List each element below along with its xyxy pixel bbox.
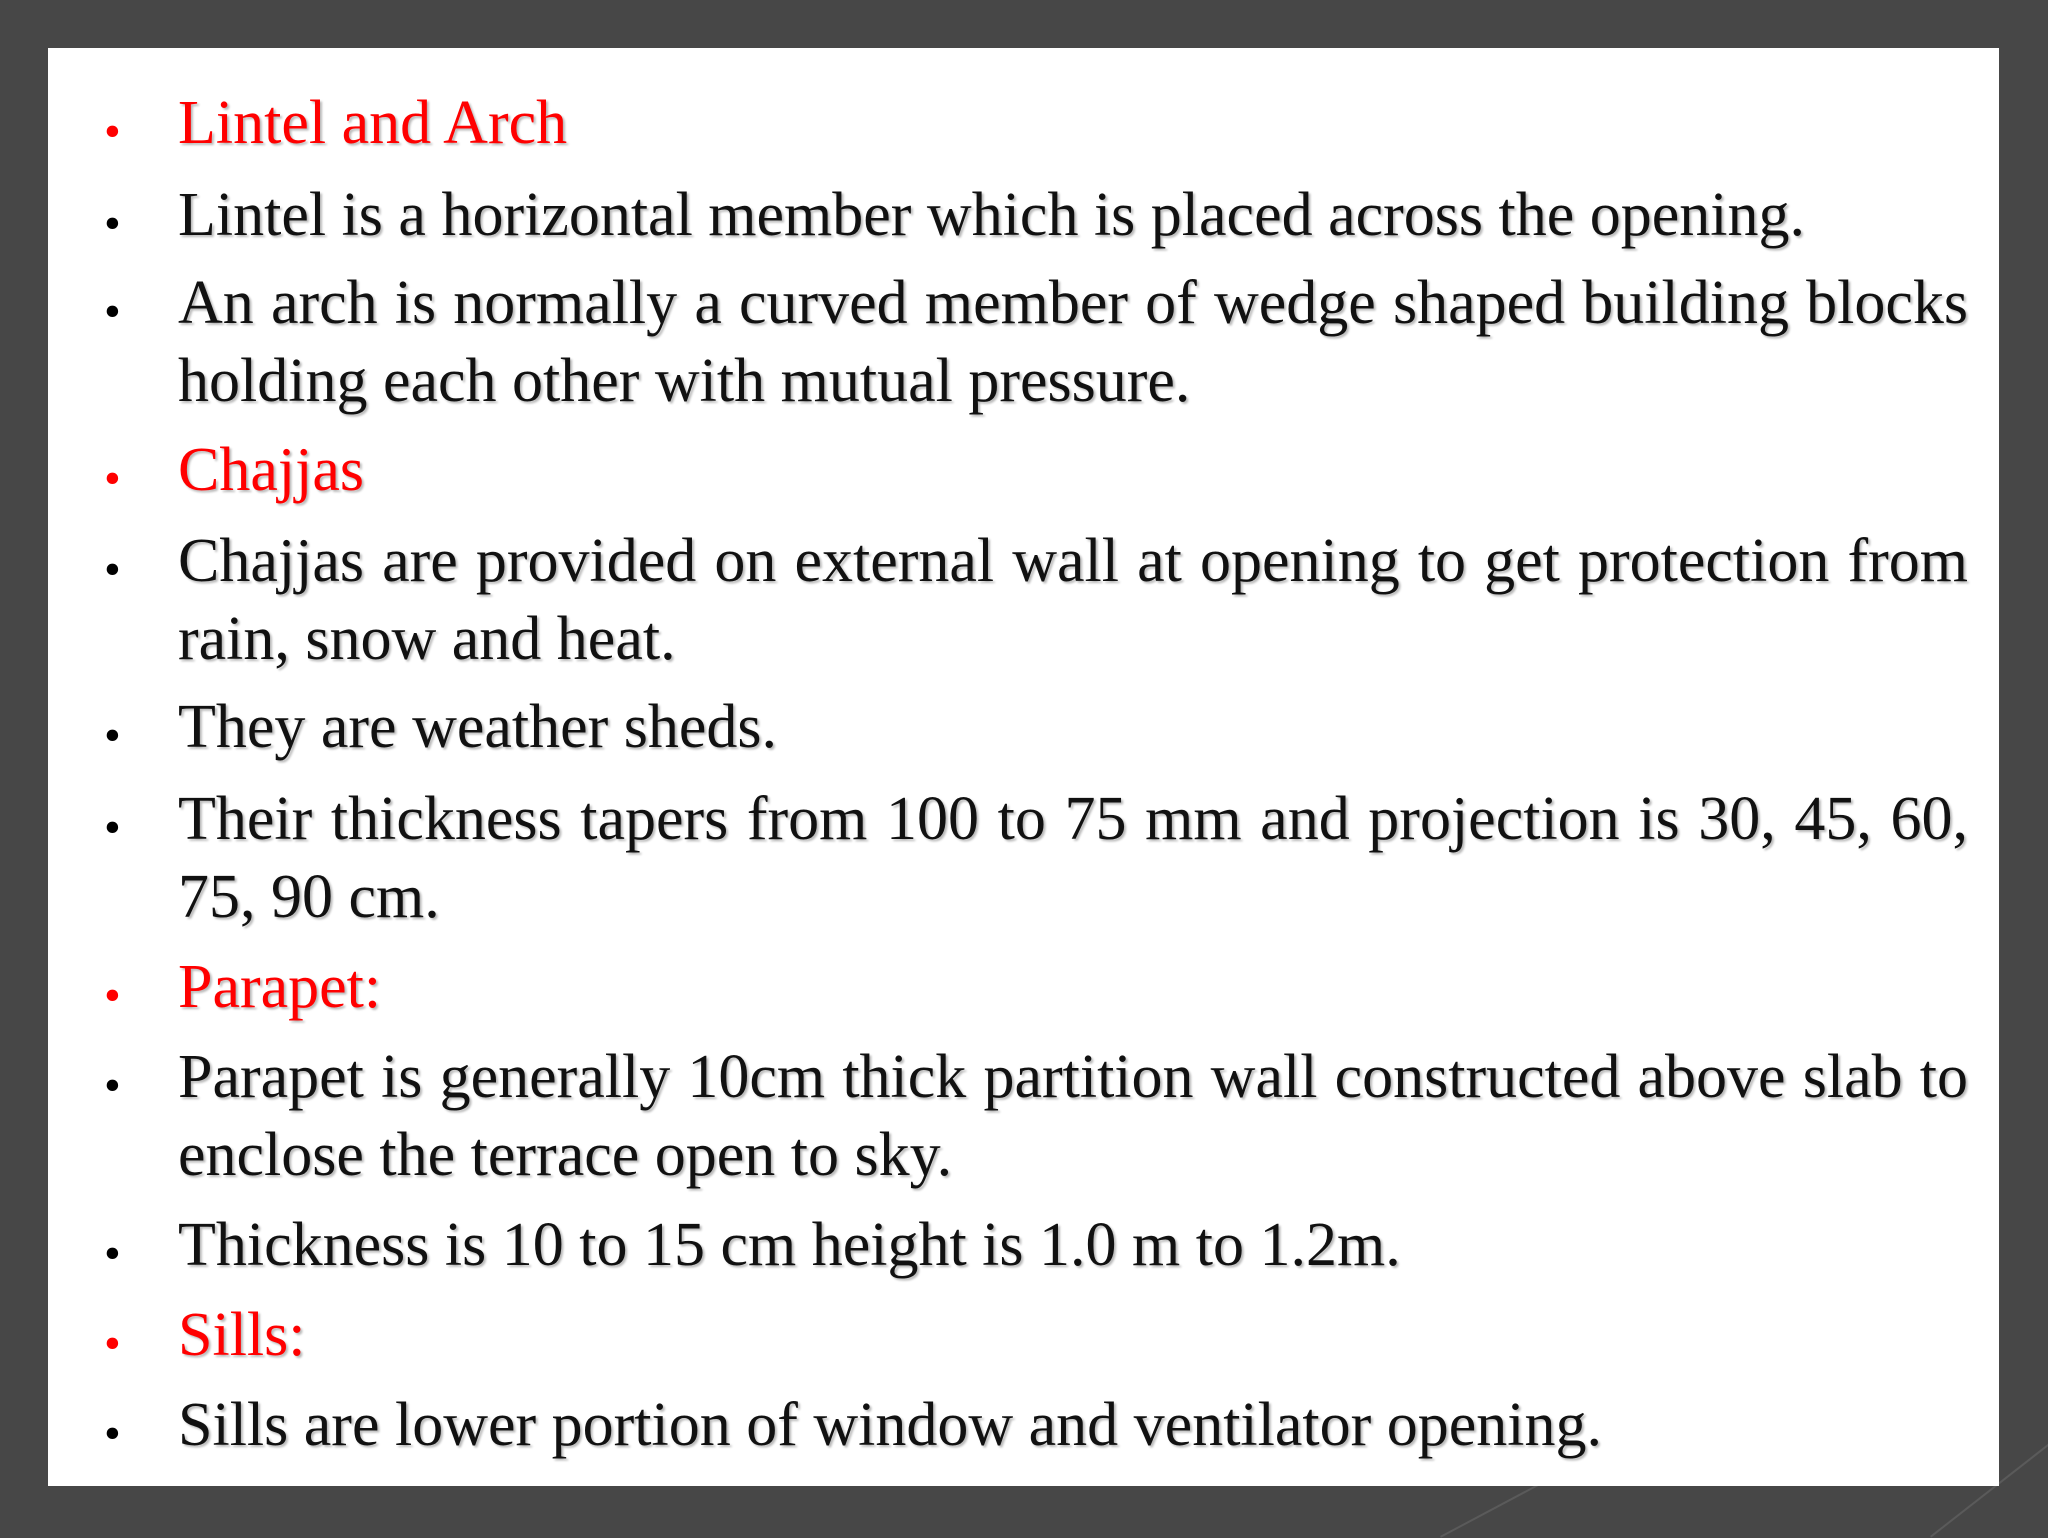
- bullet-icon: •: [104, 197, 121, 250]
- list-item-text: An arch is normally a curved member of wedge shaped building blocks holding each other with mutual pressure.: [178, 269, 1968, 415]
- list-item-text: Chajjas are provided on external wall at opening to get protection from rain, snow and heat.: [178, 527, 1968, 673]
- list-item-text: Their thickness tapers from 100 to 75 mm and projection is 30, 45, 60, 75, 90 cm.: [178, 785, 1968, 931]
- bullet-icon: •: [104, 801, 121, 854]
- bullet-icon: •: [104, 969, 121, 1022]
- list-item-text: Parapet:: [178, 953, 382, 1021]
- slide-content: [48, 48, 1999, 1486]
- list-item-text: Thickness is 10 to 15 cm height is 1.0 m to 1.2m.: [178, 1211, 1401, 1279]
- list-item-text: Chajjas: [178, 436, 364, 504]
- bullet-icon: •: [104, 452, 121, 505]
- bullet-icon: •: [104, 1059, 121, 1112]
- bullet-icon: •: [104, 709, 121, 762]
- list-item-text: They are weather sheds.: [178, 693, 778, 761]
- list-item-text: Parapet is generally 10cm thick partition wall constructed above slab to enclose the terrace open to sky.: [178, 1043, 1968, 1189]
- list-item-text: Lintel and Arch: [178, 89, 568, 157]
- bullet-icon: •: [104, 1227, 121, 1280]
- bullet-icon: •: [104, 543, 121, 596]
- bullet-icon: •: [104, 1407, 121, 1460]
- list-item-text: Lintel is a horizontal member which is placed across the opening.: [178, 181, 1806, 249]
- list-item-text: Sills are lower portion of window and ventilator opening.: [178, 1391, 1603, 1459]
- list-item-text: Sills:: [178, 1301, 306, 1369]
- bullet-icon: •: [104, 105, 121, 158]
- bullet-icon: •: [104, 285, 121, 338]
- bullet-icon: •: [104, 1317, 121, 1370]
